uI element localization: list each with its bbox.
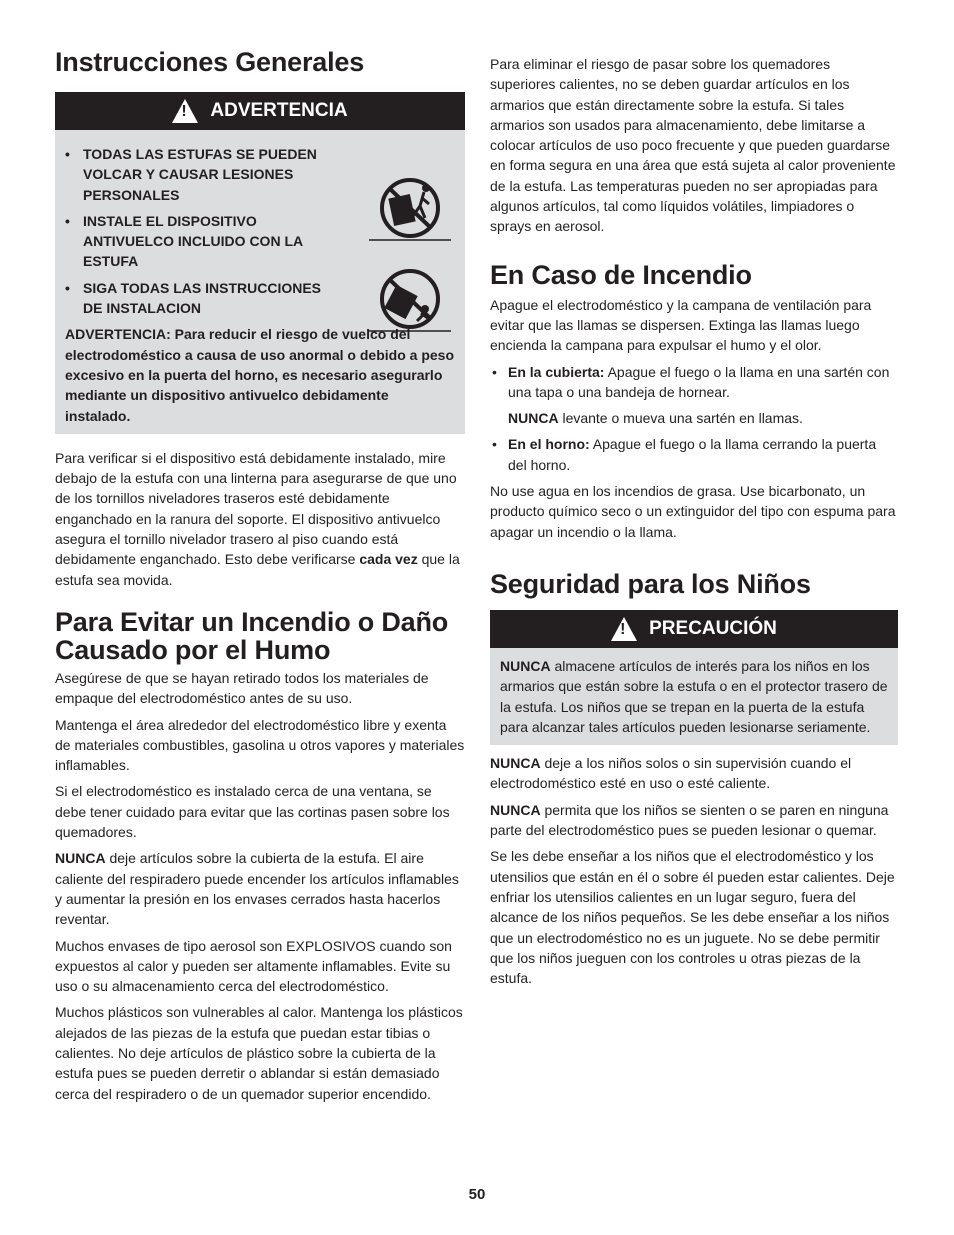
paragraph: Muchos envases de tipo aerosol son EXPLOSIVOS cuando son expuestos al calor y pueden ser altamente inflamables. Evite su uso o su almacenamiento cerca del electrodoméstico. <box>55 937 452 995</box>
warning-paragraph: ADVERTENCIA: Para reducir el riesgo de vuelco del electrodoméstico a causa de uso anormal o debido a peso excesivo en la puerta del horno, es necesario asegurarlo mediante un dispositivo antivuelco debidamente instalado. <box>65 326 454 424</box>
page-number: 50 <box>468 1186 486 1203</box>
storage-paragraph: Para eliminar el riesgo de pasar sobre los quemadores superiores calientes, no se deben guardar artículos en los armarios que están directamente sobre la estufa. Si tales armarios son usados para almacenamiento, debe limitarse a colocar artículos de uso poco frecuente y que pueden guardarse en forma segura en una área que está sujeta al calor proveniente de la estufa. Las temperaturas pueden no ser apropiadas para algunos artículos, tal como líquidos volátiles, limpiadores o sprays en aerosol. <box>490 56 896 235</box>
right-column <box>490 54 898 994</box>
warning-label: ADVERTENCIA <box>210 100 348 121</box>
paragraph: NUNCA deje artículos sobre la cubierta de la estufa. El aire caliente del respiradero puede encender los artículos inflamables y aumentar la presión en los envases cerrados hasta hacerlos reventar. <box>55 850 459 928</box>
caution-label: PRECAUCIÓN <box>649 617 777 639</box>
warning-list <box>65 144 335 318</box>
bullet-item: • En el horno: Apague el fuego o la llama cerrando la puerta del horno. <box>490 434 898 475</box>
caution-banner <box>490 610 898 648</box>
paragraph: Asegúrese de que se hayan retirado todos los materiales de empaque del electrodoméstico antes de su uso. <box>55 669 429 707</box>
no-standing-on-door-icon <box>367 174 453 248</box>
bullet-item: • En la cubierta: Apague el fuego o la llama en una sartén con una tapa o una bandeja de hornear. <box>490 362 898 403</box>
paragraph: No use agua en los incendios de grasa. Use bicarbonato, un producto químico seco o un extinguidor del tipo con espuma para apagar un incendio o la llama. <box>490 483 896 540</box>
paragraph: Si el electrodoméstico es instalado cerca de una ventana, se debe tener cuidado para evitar que las cortinas pasen sobre los quemadores. <box>55 783 450 841</box>
paragraph: NUNCA deje a los niños solos o sin supervisión cuando el electrodoméstico esté en uso o esté caliente. <box>490 755 852 792</box>
warning-triangle-icon: ! <box>611 617 637 641</box>
warning-box <box>55 130 465 434</box>
paragraph: NUNCA levante o mueva una sartén en llamas. <box>508 410 803 427</box>
warning-item: • TODAS LAS ESTUFAS SE PUEDEN VOLCAR Y CAUSAR LESIONES PERSONALES <box>65 144 335 205</box>
warning-item: • INSTALE EL DISPOSITIVO ANTIVUELCO INCLUIDO CON LA ESTUFA <box>65 211 335 272</box>
paragraph: Apague el electrodoméstico y la campana de ventilación para evitar que las llamas se dispersen. Extinga las llamas luego encienda la campana para expulsar el humo y el olor. <box>490 296 872 354</box>
warning-triangle-icon: ! <box>172 99 198 123</box>
fire-bullets <box>490 434 898 475</box>
caution-paragraph: NUNCA almacene artículos de interés para los niños en los armarios que están sobre la estufa o en el protector trasero de la estufa. Los niños que se trepan en la puerta de la estufa para alcanzar tales artículos pueden lesionarse seriamente. <box>500 657 888 735</box>
general-instructions-heading: Instrucciones Generales <box>55 47 365 77</box>
caution-box <box>490 648 898 745</box>
emphasis: cada vez <box>359 551 418 568</box>
no-tipping-range-icon <box>367 265 453 339</box>
warning-banner <box>55 92 465 130</box>
warning-item: • SIGA TODAS LAS INSTRUCCIONES DE INSTALACION <box>65 278 335 319</box>
paragraph: Se les debe enseñar a los niños que el electrodoméstico y los utensilios que están en él o sobre él pueden estar calientes. Deje enfriar los utensilios calientes en un lugar seguro, fuera del alcance de los niños pequeños. Se les debe enseñar a los niños que un electrodoméstico no es un juguete. No se debe permitir que los niños jueguen con los controles u otras piezas de la estufa. <box>490 848 895 987</box>
warning-pictograms <box>367 174 453 356</box>
paragraph: NUNCA permita que los niños se sienten o se paren en ninguna parte del electrodoméstico pues se pueden lesionar o quemar. <box>490 801 889 839</box>
fire-bullets <box>490 362 898 403</box>
fire-case-heading: En Caso de Incendio <box>490 259 752 290</box>
paragraph: Mantenga el área alrededor del electrodoméstico libre y exenta de materiales combustibles, gasolina u otros vapores y materiales inflamables. <box>55 716 465 774</box>
fire-smoke-heading: Para Evitar un Incendio o Daño Causado por el Humo <box>55 606 449 665</box>
left-column <box>55 48 465 1110</box>
verify-paragraph: Para verificar si el dispositivo está debidamente instalado, mire debajo de la estufa con una linterna para asegurarse de que uno de los tornillos niveladores traseros esté debidamente enganchado en la ranura del soporte. El dispositivo antivuelco asegura el tornillo nivelador trasero al piso cuando está debidamente enganchado. Esto debe verificarse cada vez que la estufa sea movida. <box>55 449 460 588</box>
child-safety-heading: Seguridad para los Niños <box>490 568 811 599</box>
paragraph: Muchos plásticos son vulnerables al calor. Mantenga los plásticos alejados de las piezas de la estufa que puedan estar tibias o calientes. No deje artículos de plástico sobre la cubierta de la estufa pues se pueden derretir o ablandar si están demasiado cerca del respiradero o de un quemador superior encendido. <box>55 1004 463 1102</box>
